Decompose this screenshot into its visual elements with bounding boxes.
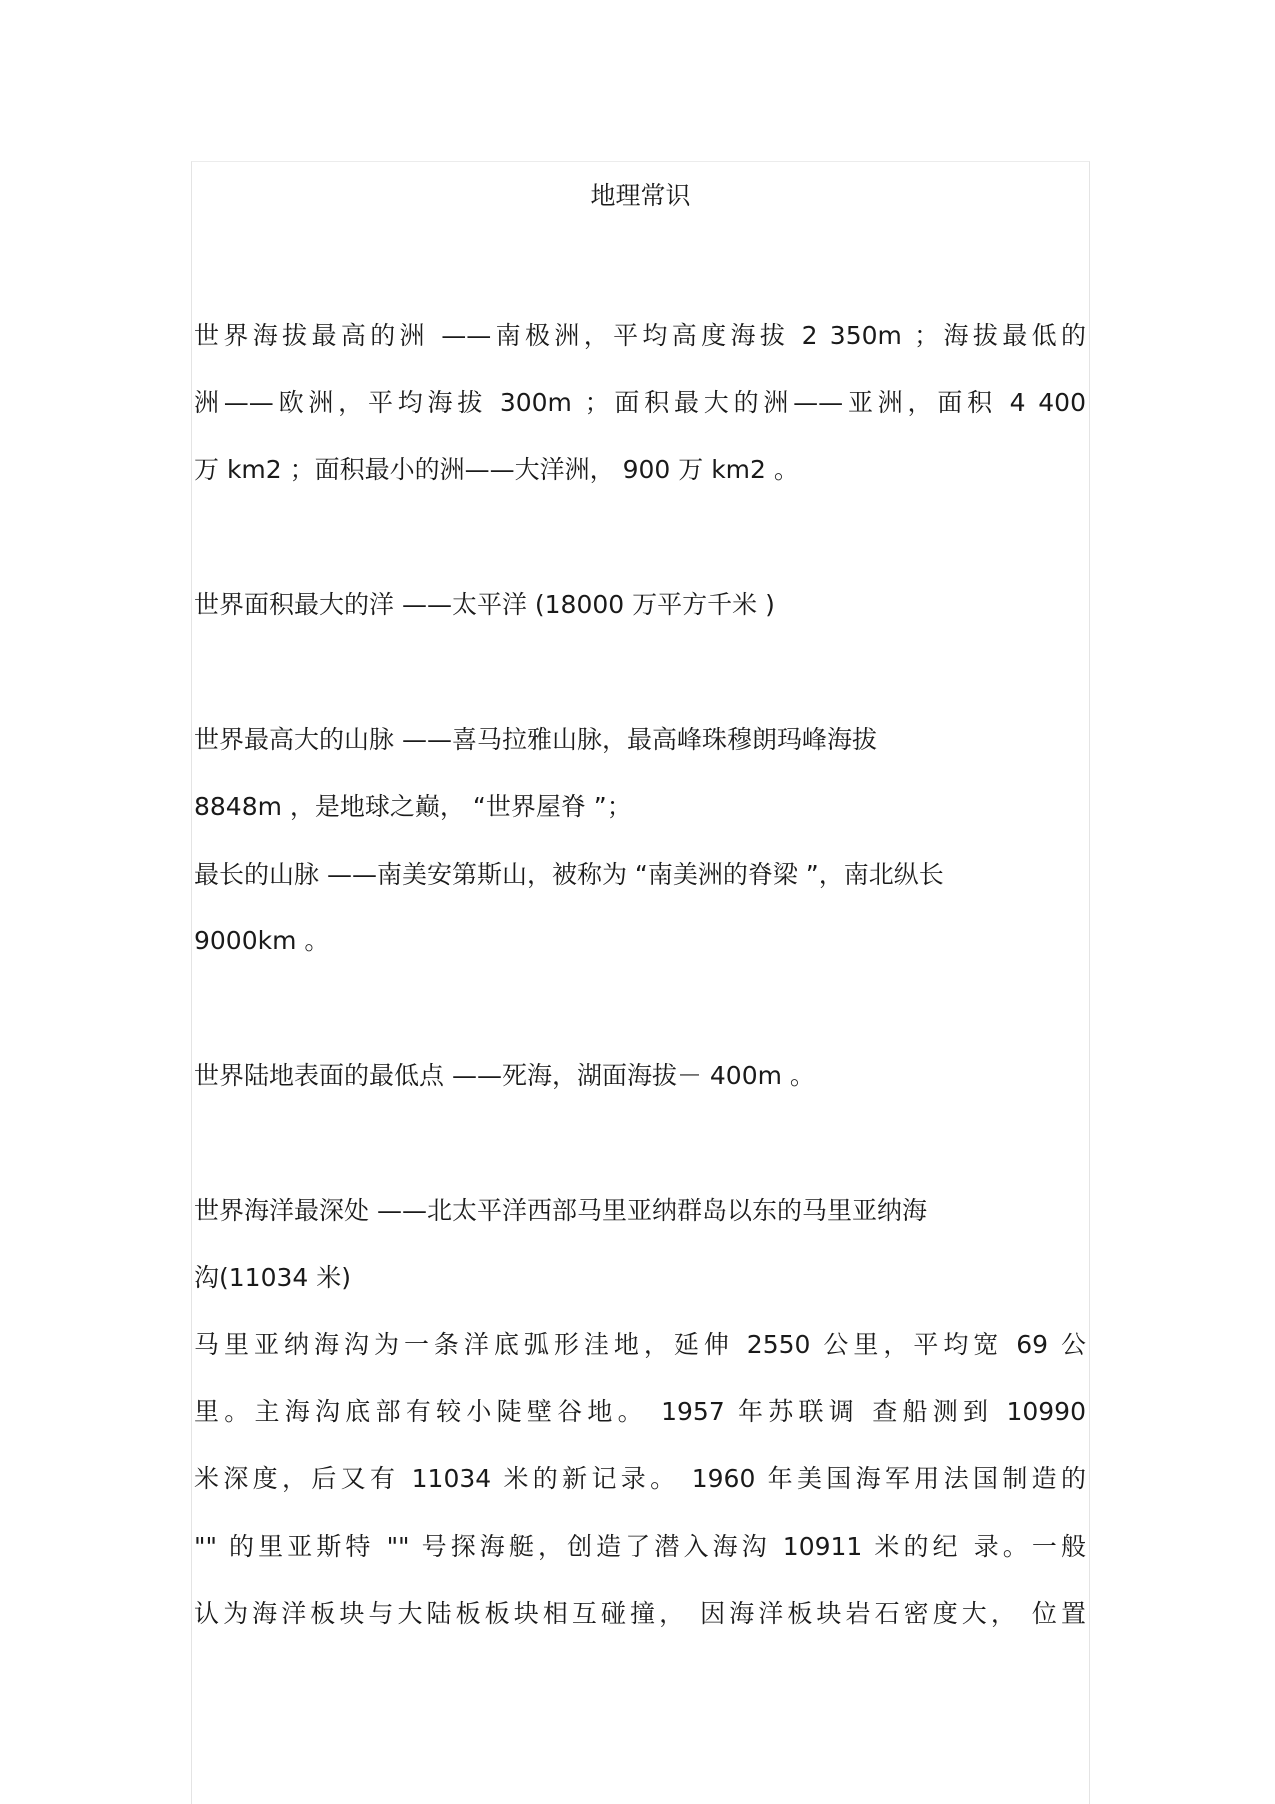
paragraph-line: 沟(11034 米): [194, 1263, 351, 1292]
paragraph-line: 米深度，后又有 11034 米的新记录。 1960 年美国海军用法国制造的: [194, 1464, 1086, 1493]
paragraph-line: 马里亚纳海沟为一条洋底弧形洼地，延伸 2550 公里，平均宽 69 公: [194, 1330, 1086, 1359]
paragraph-line: 9000km 。: [194, 926, 330, 955]
paragraph-line: 最长的山脉 ——南美安第斯山，被称为 “南美洲的脊梁 ”，南北纵长: [194, 860, 944, 889]
paragraph-line: 世界陆地表面的最低点 ——死海，湖面海拔－ 400m 。: [194, 1061, 815, 1090]
document-title: 地理常识: [590, 181, 691, 210]
paragraph-line: 世界海拔最高的洲 ——南极洲，平均高度海拔 2 350m ；海拔最低的: [194, 321, 1086, 350]
paragraph-line: 8848m ，是地球之巅， “世界屋脊 ”；: [194, 792, 632, 821]
paragraph-line: "" 的里亚斯特 "" 号探海艇，创造了潜入海沟 10911 米的纪 录。一般: [194, 1532, 1086, 1561]
paragraph-line: 世界最高大的山脉 ——喜马拉雅山脉，最高峰珠穆朗玛峰海拔: [194, 725, 877, 754]
paragraph-line: 洲——欧洲，平均海拔 300m ；面积最大的洲——亚洲，面积 4 400: [194, 388, 1086, 417]
paragraph-line: 认为海洋板块与大陆板板块相互碰撞， 因海洋板块岩石密度大， 位置: [194, 1599, 1086, 1628]
paragraph-line: 万 km2 ；面积最小的洲——大洋洲， 900 万 km2 。: [194, 455, 799, 484]
paragraph-line: 世界海洋最深处 ——北太平洋西部马里亚纳群岛以东的马里亚纳海: [194, 1196, 927, 1225]
paragraph-line: 世界面积最大的洋 ——太平洋 (18000 万平方千米 ): [194, 590, 775, 619]
paragraph-line: 里。主海沟底部有较小陡壁谷地。 1957 年苏联调 查船测到 10990: [194, 1397, 1086, 1426]
